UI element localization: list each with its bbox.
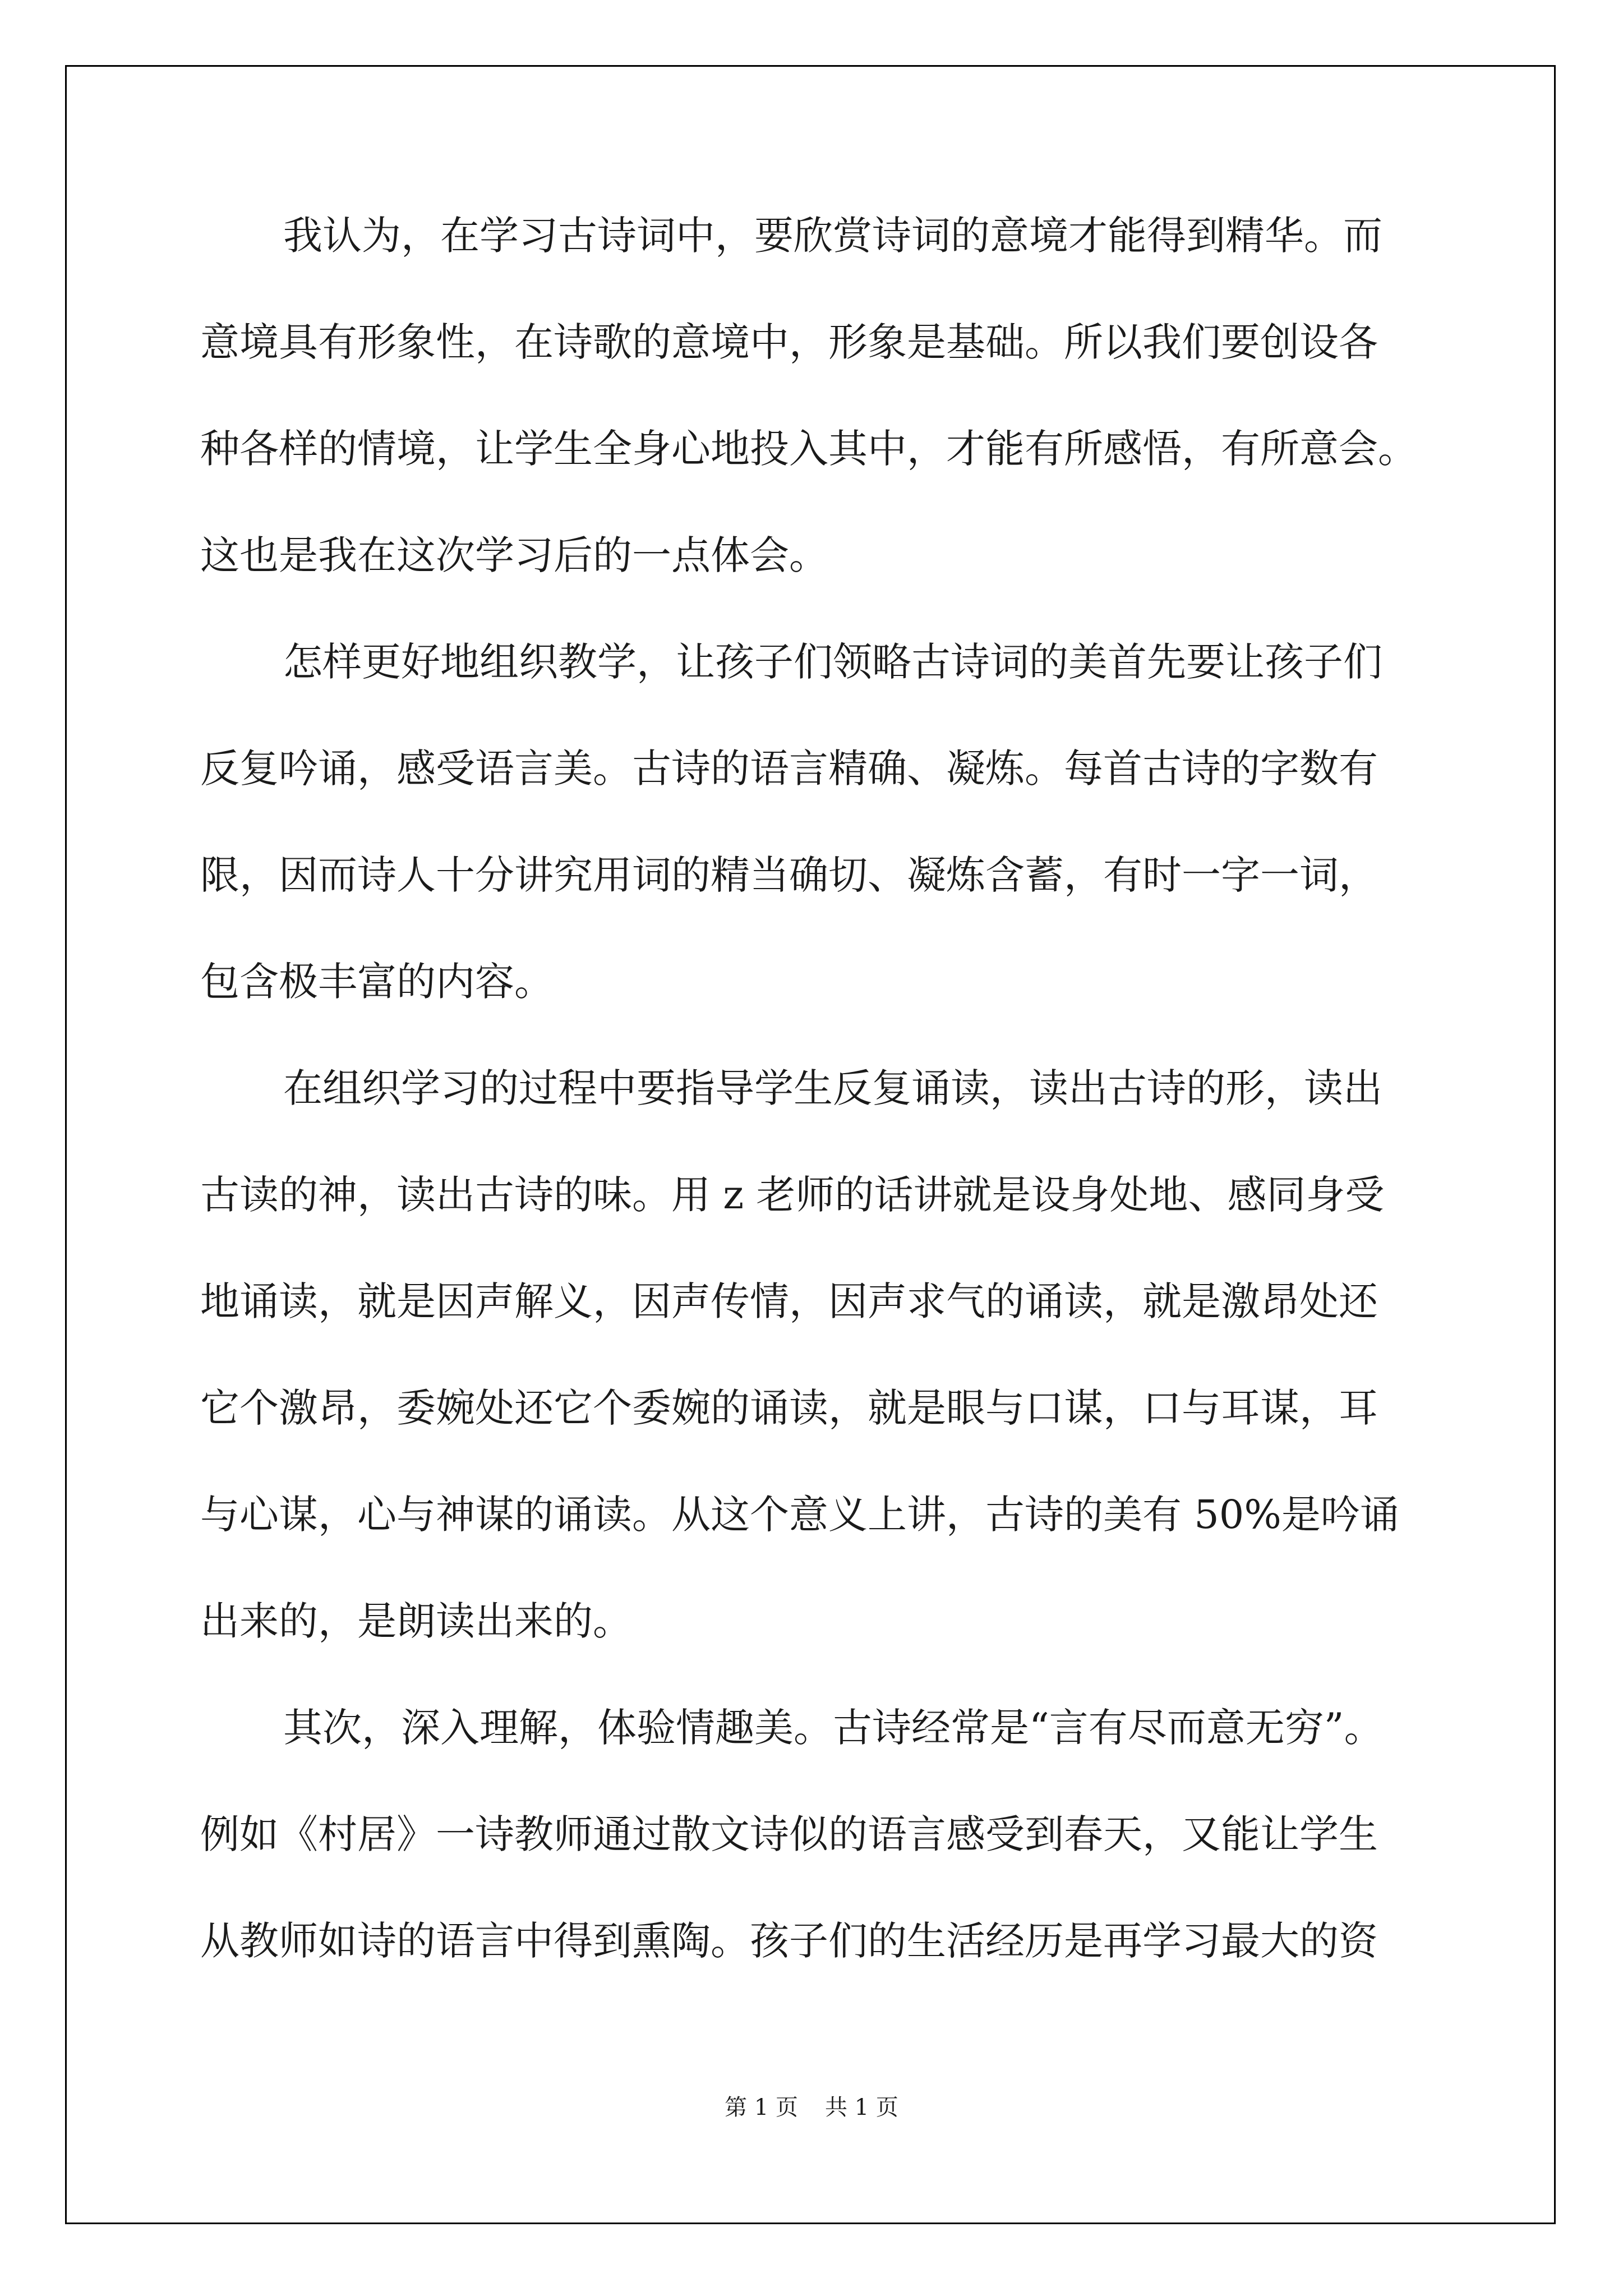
text-line: 包含极丰富的内容。: [200, 959, 554, 1005]
text-line: 在组织学习的过程中要指导学生反复诵读，读出古诗的形，读出: [283, 1065, 1382, 1111]
text-line: 其次，深入理解，体验情趣美。古诗经常是“言有尽而意无穷”。: [283, 1705, 1384, 1751]
document-body: [200, 213, 1434, 2028]
text-line: 从教师如诗的语言中得到熏陶。孩子们的生活经历是再学习最大的资: [200, 1918, 1378, 1964]
text-line: 它个激昂，委婉处还它个委婉的诵读，就是眼与口谋，口与耳谋，耳: [200, 1385, 1378, 1431]
text-line: 与心谋，心与神谋的诵读。从这个意义上讲，古诗的美有 50%是吟诵: [200, 1492, 1399, 1538]
page-total: 共 1 页: [825, 2095, 898, 2120]
text-line: 地诵读，就是因声解义，因声传情，因声求气的诵读，就是激昂处还: [200, 1278, 1378, 1324]
text-line: 意境具有形象性，在诗歌的意境中，形象是基础。所以我们要创设各: [200, 319, 1378, 365]
text-line: 种各样的情境，让学生全身心地投入其中，才能有所感悟，有所意会。: [200, 426, 1417, 472]
text-line: 出来的，是朗读出来的。: [200, 1598, 632, 1644]
text-line: 我认为，在学习古诗词中，要欣赏诗词的意境才能得到精华。而: [283, 213, 1382, 259]
page-footer: [0, 2090, 1623, 2122]
text-line: 怎样更好地组织教学，让孩子们领略古诗词的美首先要让孩子们: [283, 639, 1382, 685]
text-line: 反复吟诵，感受语言美。古诗的语言精确、凝炼。每首古诗的字数有: [200, 746, 1378, 792]
text-line: 这也是我在这次学习后的一点体会。: [200, 532, 828, 578]
text-line: 例如《村居》一诗教师通过散文诗似的语言感受到春天，又能让学生: [200, 1811, 1378, 1857]
page-number: 第 1 页: [725, 2095, 798, 2120]
text-line: 古读的神，读出古诗的味。用 z 老师的话讲就是设身处地、感同身受: [200, 1172, 1385, 1218]
text-line: 限，因而诗人十分讲究用词的精当确切、凝炼含蓄，有时一字一词，: [200, 852, 1378, 898]
